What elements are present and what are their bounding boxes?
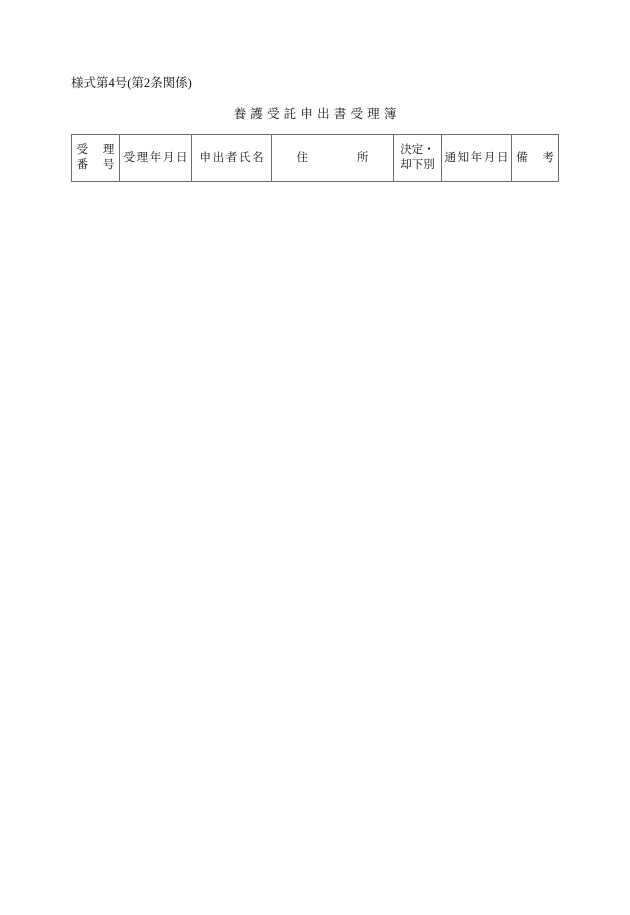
header-line (272, 151, 393, 166)
column-header-decision-type (394, 135, 442, 182)
table-header-row (72, 135, 559, 182)
header-line: 却下別 (400, 159, 435, 171)
header-line-text: 住 所 (296, 151, 369, 164)
column-header-applicant-name (192, 135, 272, 182)
header-line: 通知年月日 (444, 151, 511, 164)
header-line: 決定・ (400, 144, 435, 156)
column-header-reception-date (120, 135, 192, 182)
column-header-notification-date (442, 135, 512, 182)
column-header-reception-number (72, 135, 120, 182)
column-header-address (272, 135, 394, 182)
column-header-remarks (512, 135, 559, 182)
table-header (72, 135, 559, 182)
document-title: 養護受託申出書受理簿 (233, 107, 401, 121)
header-line: 申出者氏名 (199, 151, 266, 164)
header-line: 番 号 (76, 159, 116, 171)
header-line: 受 理 (76, 144, 116, 156)
reception-ledger-table (71, 134, 559, 182)
header-line: 備 考 (516, 151, 556, 164)
form-number-label: 様式第4号(第2条関係) (71, 76, 192, 90)
header-line: 受理年月日 (123, 151, 190, 164)
